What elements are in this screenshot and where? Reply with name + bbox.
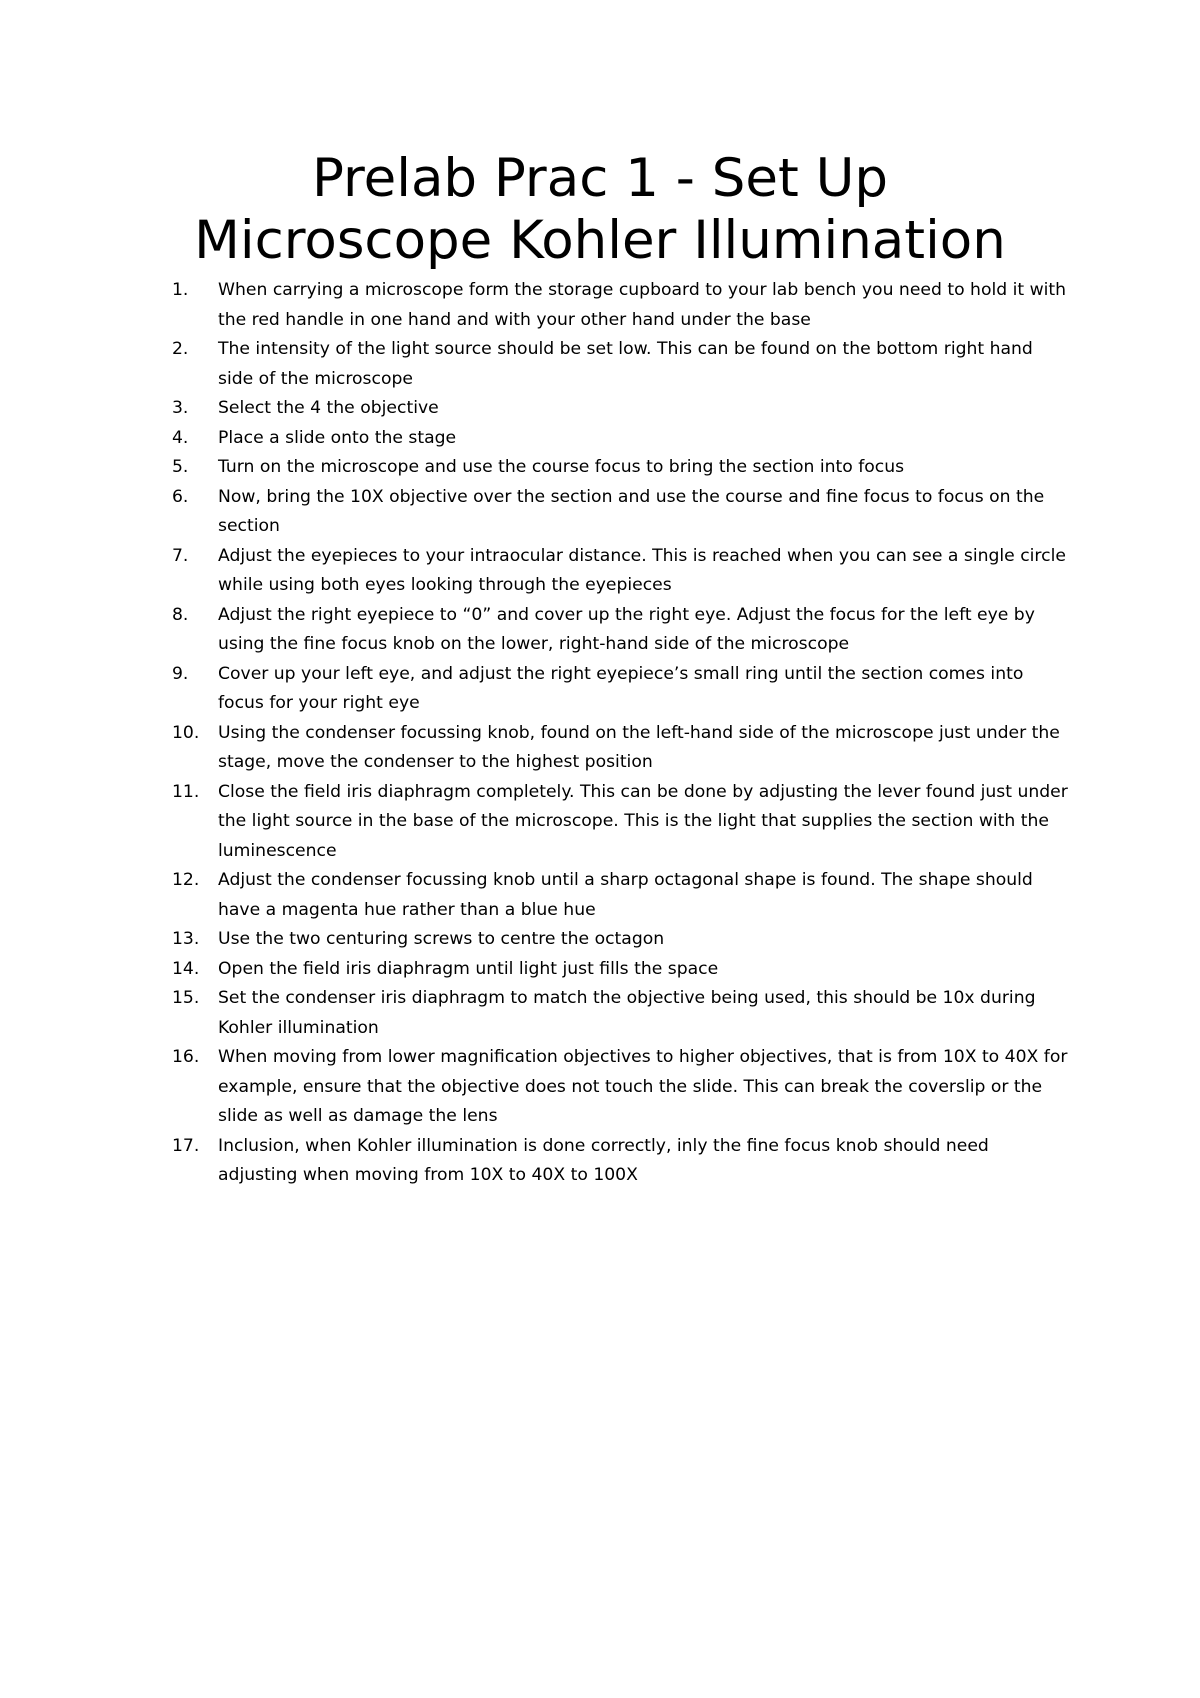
step-number: 9. (172, 663, 189, 684)
step-text: When carrying a microscope form the storage cupboard to your lab bench you need to hold it with the red handle in one hand and with your other hand under the base (218, 280, 1067, 330)
list-item (172, 778, 1072, 867)
step-text: Now, bring the 10X objective over the section and use the course and fine focus to focus on the section (218, 486, 1045, 536)
step-text: The intensity of the light source should be set low. This can be found on the bottom right hand side of the microscope (218, 339, 1033, 389)
step-text: Use the two centuring screws to centre the octagon (218, 929, 665, 949)
step-number: 11. (172, 781, 200, 802)
step-number: 7. (172, 545, 189, 566)
list-item (172, 660, 1072, 719)
step-number: 6. (172, 486, 189, 507)
step-text: Select the 4 the objective (218, 398, 439, 418)
step-number: 4. (172, 427, 189, 448)
list-item (172, 542, 1072, 601)
step-number: 14. (172, 958, 200, 979)
step-text: Using the condenser focussing knob, found on the left-hand side of the microscope just under the stage, move the condenser to the highest position (218, 722, 1060, 772)
step-text: Open the field iris diaphragm until light just fills the space (218, 958, 719, 979)
list-item (172, 424, 1072, 454)
step-text: Place a slide onto the stage (218, 427, 457, 448)
list-item (172, 601, 1072, 660)
step-number: 5. (172, 457, 189, 477)
step-text: Set the condenser iris diaphragm to match the objective being used, this should be 10x during Kohler illumination (218, 988, 1036, 1038)
step-number: 3. (172, 398, 189, 418)
step-text: When moving from lower magnification objectives to higher objectives, that is from 10X to 40X for example, ensure that the objective does not touch the slide. This can break the coverslip or the slide as well as damage the lens (218, 1047, 1068, 1126)
list-item (172, 483, 1072, 542)
step-text: Adjust the condenser focussing knob until a sharp octagonal shape is found. The shape should have a magenta hue rather than a blue hue (218, 870, 1033, 920)
step-text: Adjust the right eyepiece to “0” and cover up the right eye. Adjust the focus for the left eye by using the fine focus knob on the lower, right-hand side of the microscope (218, 604, 1035, 654)
list-item (172, 866, 1072, 925)
list-item (172, 335, 1072, 394)
step-number: 12. (172, 870, 200, 890)
title-line-1: Prelab Prac 1 - Set Up (311, 148, 889, 209)
list-item (172, 925, 1072, 955)
title-line-2: Microscope Kohler Illumination (194, 210, 1006, 271)
list-item (172, 955, 1072, 985)
step-number: 2. (172, 339, 189, 359)
step-text: Inclusion, when Kohler illumination is done correctly, inly the fine focus knob should need adjusting when moving from 10X to 40X to 100X (218, 1135, 989, 1185)
list-item (172, 394, 1072, 424)
list-item (172, 719, 1072, 778)
list-item (172, 984, 1072, 1043)
step-text: Cover up your left eye, and adjust the right eyepiece’s small ring until the section comes into focus for your right eye (218, 663, 1024, 713)
step-number: 8. (172, 604, 189, 625)
step-text: Close the field iris diaphragm completely. This can be done by adjusting the lever found just under the light source in the base of the microscope. This is the light that supplies the section with the luminescence (218, 781, 1068, 861)
list-item (172, 1132, 1072, 1191)
steps-list (172, 276, 1072, 1191)
list-item (172, 1043, 1072, 1132)
page-title (0, 148, 1200, 272)
list-item (172, 453, 1072, 483)
step-number: 16. (172, 1047, 200, 1067)
step-text: Adjust the eyepieces to your intraocular distance. This is reached when you can see a single circle while using both eyes looking through the eyepieces (218, 545, 1066, 595)
list-item (172, 276, 1072, 335)
step-number: 13. (172, 929, 200, 949)
step-number: 10. (172, 722, 200, 743)
step-text: Turn on the microscope and use the course focus to bring the section into focus (218, 457, 905, 477)
step-number: 1. (172, 280, 189, 300)
step-number: 15. (172, 988, 200, 1008)
step-number: 17. (172, 1135, 200, 1156)
